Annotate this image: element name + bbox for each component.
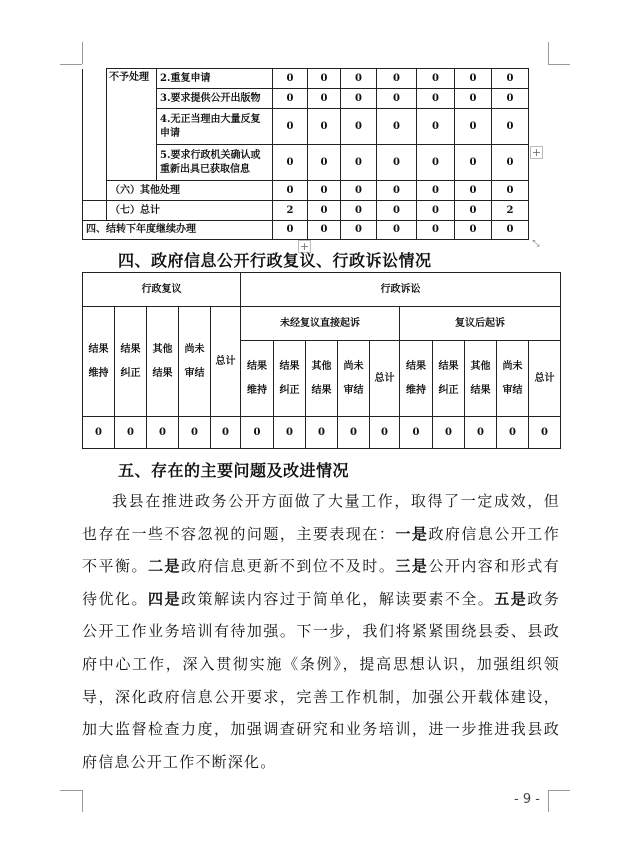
table-cell: 0	[455, 109, 492, 145]
column-header: 尚未审结	[497, 341, 529, 417]
column-header: 总计	[370, 341, 400, 417]
crop-mark-bottom-right-vertical	[548, 790, 549, 812]
row-label: （七）总计	[107, 201, 273, 221]
table-cell: 0	[308, 69, 341, 89]
column-header: 其他结果	[147, 307, 179, 417]
table-cell: 0	[417, 145, 455, 181]
table-cell: 0	[455, 181, 492, 201]
crop-mark-top-left-vertical	[82, 42, 83, 64]
table-cell: 0	[492, 89, 529, 109]
table-cell: 0	[308, 89, 341, 109]
table-cell: 0	[341, 181, 377, 201]
table-cell: 0	[338, 417, 370, 449]
para-text: 政策解读内容过于简单化，解读要素不全。	[180, 589, 495, 608]
table-cell: 0	[341, 145, 377, 181]
table-cell: 0	[492, 145, 529, 181]
table-cell: 0	[273, 181, 308, 201]
column-header: 其他结果	[465, 341, 497, 417]
crop-mark-top-right	[548, 64, 570, 65]
column-header: 结果维持	[241, 341, 274, 417]
table-cell: 0	[115, 417, 147, 449]
crop-mark-bottom-right	[548, 790, 570, 791]
column-header: 结果纠正	[433, 341, 465, 417]
add-column-icon[interactable]: +	[531, 146, 542, 159]
disclosure-statistics-table	[82, 68, 529, 240]
para-text: 政府信息更新不到位不及时。	[180, 557, 396, 576]
table-cell: 0	[273, 221, 308, 240]
table-cell: 0	[147, 417, 179, 449]
table-cell: 0	[497, 417, 529, 449]
row-label: 2.重复申请	[157, 69, 273, 89]
page-number: - 9 -	[514, 792, 540, 807]
category-label: 不予处理	[107, 69, 157, 181]
para-text: 公开内容和形式有待优化。	[82, 557, 560, 608]
table-cell: 0	[273, 69, 308, 89]
para-text: 我县在推进政务公开方面做了大量工作，取得了一定成效，但也存在一些不容忽视的问题，主要表现在：	[82, 492, 560, 543]
column-header: 总计	[529, 341, 561, 417]
row-label: 四、结转下年度继续办理	[83, 221, 273, 240]
crop-mark-bottom-left-vertical	[82, 790, 83, 812]
table-cell: 0	[83, 417, 115, 449]
table-resize-icon[interactable]: ⤡	[532, 239, 540, 249]
table-cell: 0	[433, 417, 465, 449]
table-cell: 0	[492, 69, 529, 89]
section-5-paragraph	[82, 485, 560, 778]
add-row-icon[interactable]: +	[299, 240, 310, 253]
table-cell: 0	[273, 145, 308, 181]
row-label: 4.无正当理由大量反复申请	[157, 109, 273, 145]
after-review-header: 复议后起诉	[400, 307, 561, 341]
table-cell: 0	[308, 109, 341, 145]
para-keyword: 二是	[147, 557, 181, 576]
table-cell: 0	[417, 69, 455, 89]
table-cell: 0	[308, 201, 341, 221]
table-cell: 0	[341, 201, 377, 221]
column-header: 结果纠正	[115, 307, 147, 417]
table-cell: 0	[308, 145, 341, 181]
table-blank-cell	[83, 201, 107, 221]
table-cell: 0	[377, 181, 417, 201]
table-cell: 0	[417, 109, 455, 145]
table-cell: 0	[455, 221, 492, 240]
table-cell: 0	[341, 221, 377, 240]
table-cell: 0	[377, 109, 417, 145]
table-blank-cell	[83, 69, 107, 201]
column-header: 尚未审结	[179, 307, 211, 417]
row-label: （六）其他处理	[107, 181, 273, 201]
table-cell: 0	[492, 221, 529, 240]
table-cell: 0	[308, 221, 341, 240]
table-cell: 2	[492, 201, 529, 221]
table-cell: 0	[377, 89, 417, 109]
table-cell: 0	[274, 417, 306, 449]
section-5-heading: 五、存在的主要问题及改进情况	[118, 461, 350, 480]
para-keyword: 五是	[494, 589, 528, 608]
section-4-heading: 四、政府信息公开行政复议、行政诉讼情况	[118, 251, 432, 270]
column-header: 其他结果	[306, 341, 338, 417]
review-litigation-table	[82, 272, 561, 449]
table-cell: 0	[455, 201, 492, 221]
litigation-header: 行政诉讼	[241, 273, 561, 307]
table-cell: 0	[241, 417, 274, 449]
table-cell: 0	[417, 221, 455, 240]
table-cell: 0	[377, 145, 417, 181]
table-cell: 0	[417, 181, 455, 201]
review-header: 行政复议	[83, 273, 241, 307]
row-label: 5.要求行政机关确认或重新出具已获取信息	[157, 145, 273, 181]
table-cell: 0	[341, 109, 377, 145]
table-cell: 0	[455, 69, 492, 89]
table-cell: 0	[273, 109, 308, 145]
crop-mark-top-left	[60, 64, 82, 65]
column-header: 总计	[211, 307, 241, 417]
table-cell: 0	[308, 181, 341, 201]
table-cell: 0	[417, 89, 455, 109]
table-cell: 0	[370, 417, 400, 449]
table-cell: 0	[455, 89, 492, 109]
table-cell: 0	[377, 201, 417, 221]
table-cell: 2	[273, 201, 308, 221]
table-cell: 0	[455, 145, 492, 181]
table-cell: 0	[492, 181, 529, 201]
table-cell: 0	[492, 109, 529, 145]
para-keyword: 四是	[147, 589, 181, 608]
column-header: 结果维持	[400, 341, 433, 417]
table-cell: 0	[306, 417, 338, 449]
row-label: 3.要求提供公开出版物	[157, 89, 273, 109]
column-header: 尚未审结	[338, 341, 370, 417]
para-keyword: 一是	[395, 524, 429, 543]
column-header: 结果维持	[83, 307, 115, 417]
table-cell: 0	[400, 417, 433, 449]
table-cell: 0	[341, 89, 377, 109]
table-cell: 0	[377, 221, 417, 240]
table-cell: 0	[465, 417, 497, 449]
table-cell: 0	[377, 69, 417, 89]
table-cell: 0	[341, 69, 377, 89]
direct-suit-header: 未经复议直接起诉	[241, 307, 400, 341]
crop-mark-bottom-left	[60, 790, 82, 791]
column-header: 结果纠正	[274, 341, 306, 417]
table-cell: 0	[273, 89, 308, 109]
table-cell: 0	[529, 417, 561, 449]
table-cell: 0	[211, 417, 241, 449]
para-keyword: 三是	[395, 557, 429, 576]
table-cell: 0	[179, 417, 211, 449]
para-text: 政务公开工作业务培训有待加强。下一步，我们将紧紧围绕县委、县政府中心工作，深入贯彻实施《条例》，提高思想认识，加强组织领导，深化政府信息公开要求，完善工作机制，加强公开载体建设，加大监督检查力度，加强调查研究和业务培训，进一步推进我县政府信息公开工作不断深化。	[82, 589, 560, 771]
crop-mark-top-right-vertical	[548, 42, 549, 64]
para-text: 政府信息公开工作不平衡。	[82, 524, 560, 576]
table-cell: 0	[417, 201, 455, 221]
